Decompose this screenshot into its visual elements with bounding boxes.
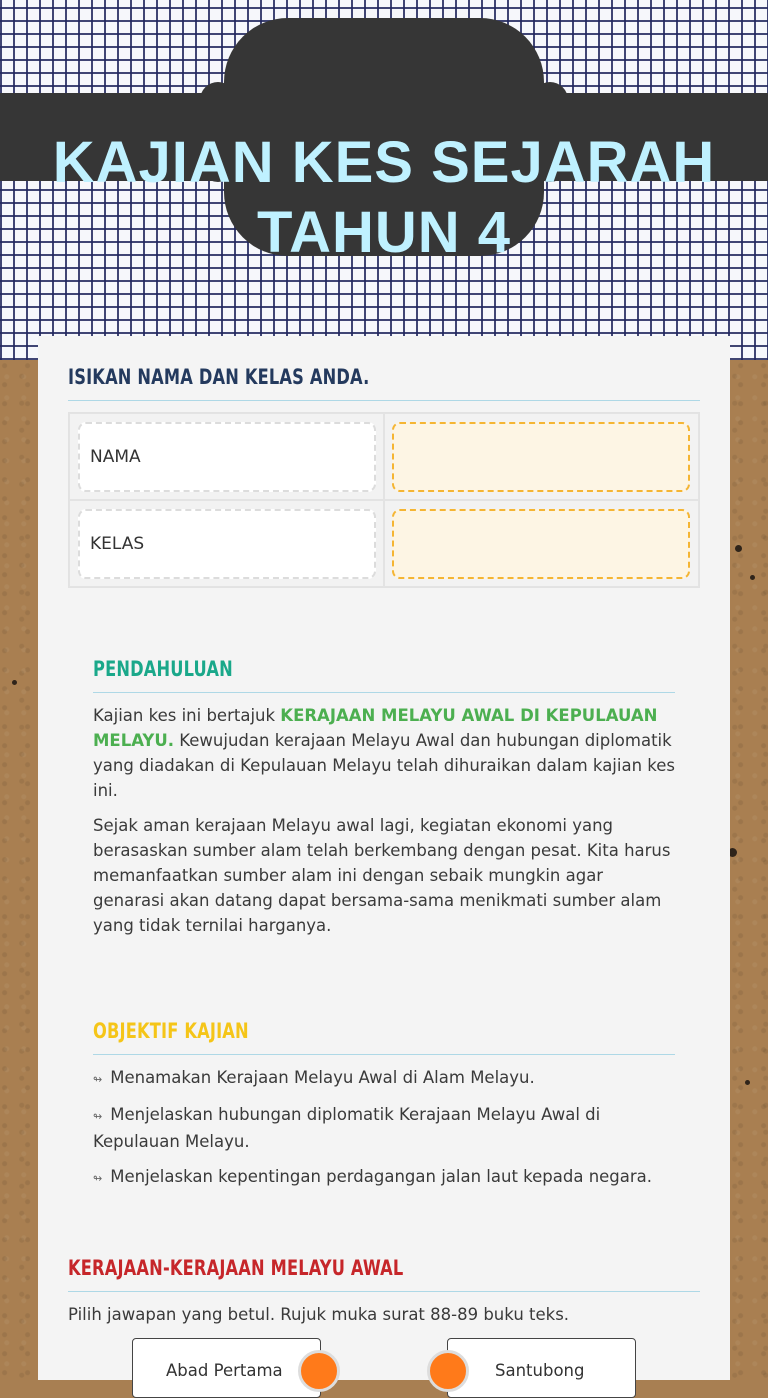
case-study-title-highlight: KERAJAAN MELAYU AWAL DI KEPULAUAN MELAYU. xyxy=(93,706,658,750)
pendahuluan-paragraph-1 xyxy=(93,703,675,803)
header-banner xyxy=(0,0,768,360)
kelas-label: KELAS xyxy=(78,509,376,579)
pendahuluan-section xyxy=(93,656,675,938)
match-connector-right[interactable] xyxy=(427,1350,469,1392)
pendahuluan-heading: PENDAHULUAN xyxy=(93,657,233,681)
kerajaan-heading: KERAJAAN-KERAJAAN MELAYU AWAL xyxy=(68,1256,404,1280)
match-connector-left[interactable] xyxy=(298,1350,340,1392)
objective-item xyxy=(93,1102,675,1154)
kerajaan-divider xyxy=(68,1291,700,1292)
cork-speck xyxy=(750,575,755,580)
page-title: KAJIAN KES SEJARAH TAHUN 4 xyxy=(52,130,716,265)
worksheet-card xyxy=(38,336,730,1380)
cork-speck xyxy=(735,545,742,552)
bullet-icon: ↬ xyxy=(93,1110,103,1123)
identity-table xyxy=(68,412,700,588)
objektif-divider xyxy=(93,1054,675,1055)
identity-section xyxy=(68,364,700,401)
nama-input[interactable] xyxy=(392,422,690,492)
kerajaan-instruction: Pilih jawapan yang betul. Rujuk muka surat 88-89 buku teks. xyxy=(68,1305,570,1324)
identity-heading: ISIKAN NAMA DAN KELAS ANDA. xyxy=(68,365,370,389)
match-option-right[interactable] xyxy=(447,1338,636,1398)
objective-text: Menjelaskan hubungan diplomatik Kerajaan Melayu Awal di Kepulauan Melayu. xyxy=(93,1105,601,1151)
objektif-heading: OBJEKTIF KAJIAN xyxy=(93,1019,249,1043)
objective-text: Menamakan Kerajaan Melayu Awal di Alam Melayu. xyxy=(110,1068,535,1087)
bullet-icon: ↬ xyxy=(93,1073,103,1086)
objective-text: Menjelaskan kepentingan perdagangan jalan laut kepada negara. xyxy=(110,1167,653,1186)
cork-speck xyxy=(745,1080,750,1085)
objektif-section xyxy=(93,1018,675,1191)
identity-divider xyxy=(68,400,700,401)
pendahuluan-paragraph-2: Sejak aman kerajaan Melayu awal lagi, kegiatan ekonomi yang berasaskan sumber alam telah berkembang dengan pesat. Kita harus memanfaatkan sumber alam ini dengan sebaik mungkin agar genarasi akan datang dapat bersama-sama menikmati sumber alam yang tidak ternilai harganya. xyxy=(93,816,671,935)
objective-item xyxy=(93,1065,675,1092)
kerajaan-section xyxy=(68,1255,700,1327)
bullet-icon: ↬ xyxy=(93,1172,103,1185)
kelas-input[interactable] xyxy=(392,509,690,579)
match-option-left[interactable] xyxy=(132,1338,321,1398)
nama-label: NAMA xyxy=(78,422,376,492)
pendahuluan-divider xyxy=(93,692,675,693)
paragraph-text: Kewujudan kerajaan Melayu Awal dan hubungan diplomatik yang diadakan di Kepulauan Melayu telah dihuraikan dalam kajian kes ini. xyxy=(93,731,676,800)
option-label: Abad Pertama xyxy=(166,1361,283,1380)
cork-speck xyxy=(12,680,17,685)
paragraph-text: Kajian kes ini bertajuk xyxy=(93,706,281,725)
objective-item xyxy=(93,1164,675,1191)
option-label: Santubong xyxy=(495,1361,585,1380)
